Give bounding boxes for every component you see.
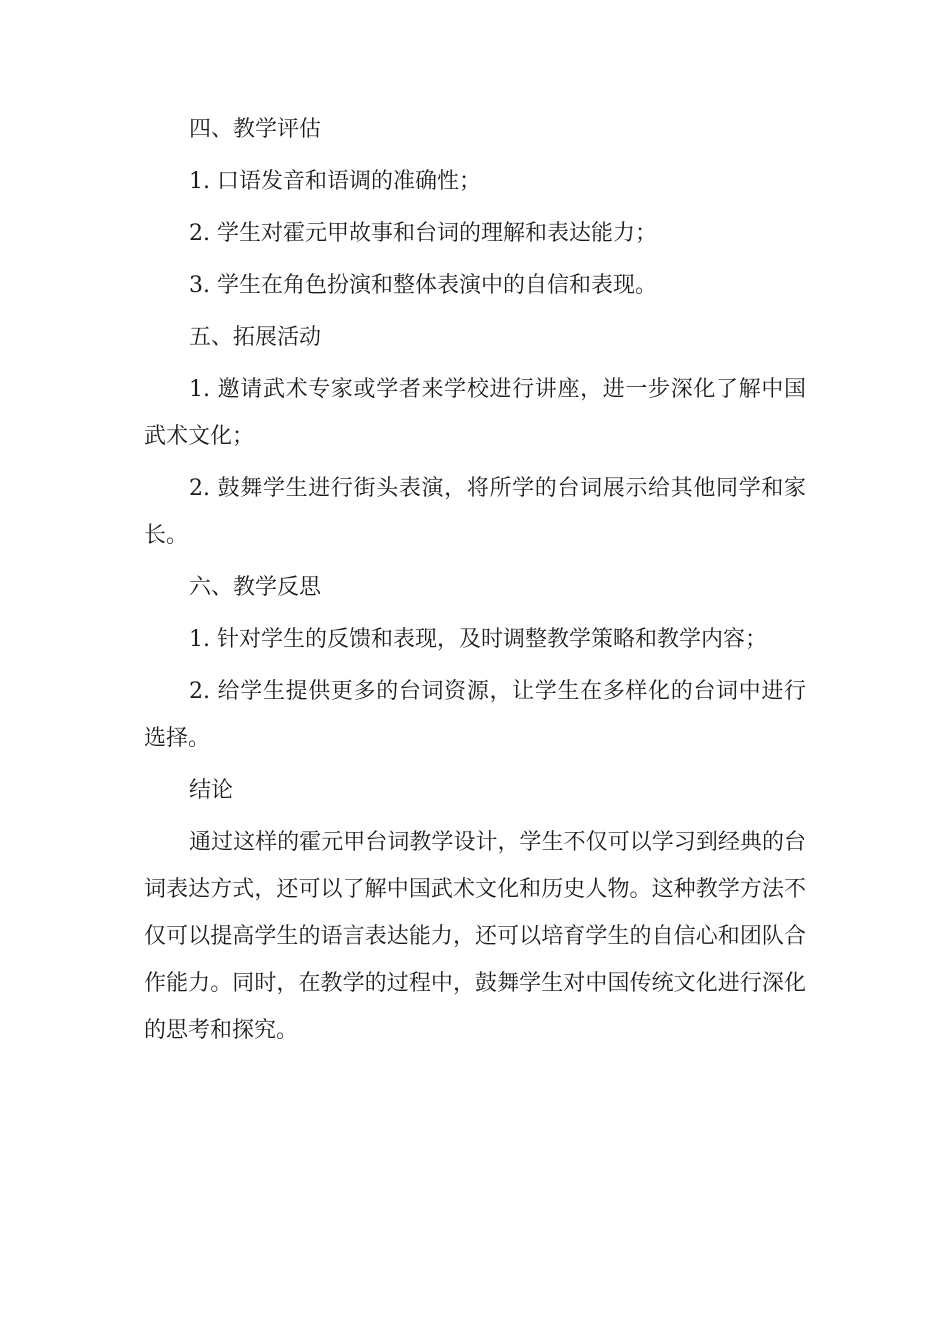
reflection-item-2: 2. 给学生提供更多的台词资源，让学生在多样化的台词中进行选择。 [144, 679, 806, 751]
conclusion-paragraph: 通过这样的霍元甲台词教学设计，学生不仅可以学习到经典的台词表达方式，还可以了解中国武术文化和历史人物。这种教学方法不仅可以提高学生的语言表达能力，还可以培育学生的自信心和团队合作能力。同时，在教学的过程中，鼓舞学生对中国传统文化进行深化的思考和探究。 [144, 830, 806, 1043]
section-heading-evaluation: 四、教学评估 [189, 117, 322, 142]
reflection-item-1: 1. 针对学生的反馈和表现，及时调整教学策略和教学内容； [189, 627, 767, 652]
extension-item-1: 1. 邀请武术专家或学者来学校进行讲座，进一步深化了解中国武术文化； [144, 377, 806, 449]
section-heading-extension: 五、拓展活动 [189, 325, 322, 350]
evaluation-item-1: 1. 口语发音和语调的准确性； [189, 169, 481, 194]
extension-item-2: 2. 鼓舞学生进行街头表演，将所学的台词展示给其他同学和家长。 [144, 476, 806, 548]
evaluation-item-2: 2. 学生对霍元甲故事和台词的理解和表达能力； [189, 221, 657, 246]
evaluation-item-3: 3. 学生在角色扮演和整体表演中的自信和表现。 [189, 273, 657, 298]
conclusion-heading: 结论 [189, 778, 234, 803]
document-body [144, 106, 806, 1059]
section-heading-reflection: 六、教学反思 [189, 575, 322, 600]
